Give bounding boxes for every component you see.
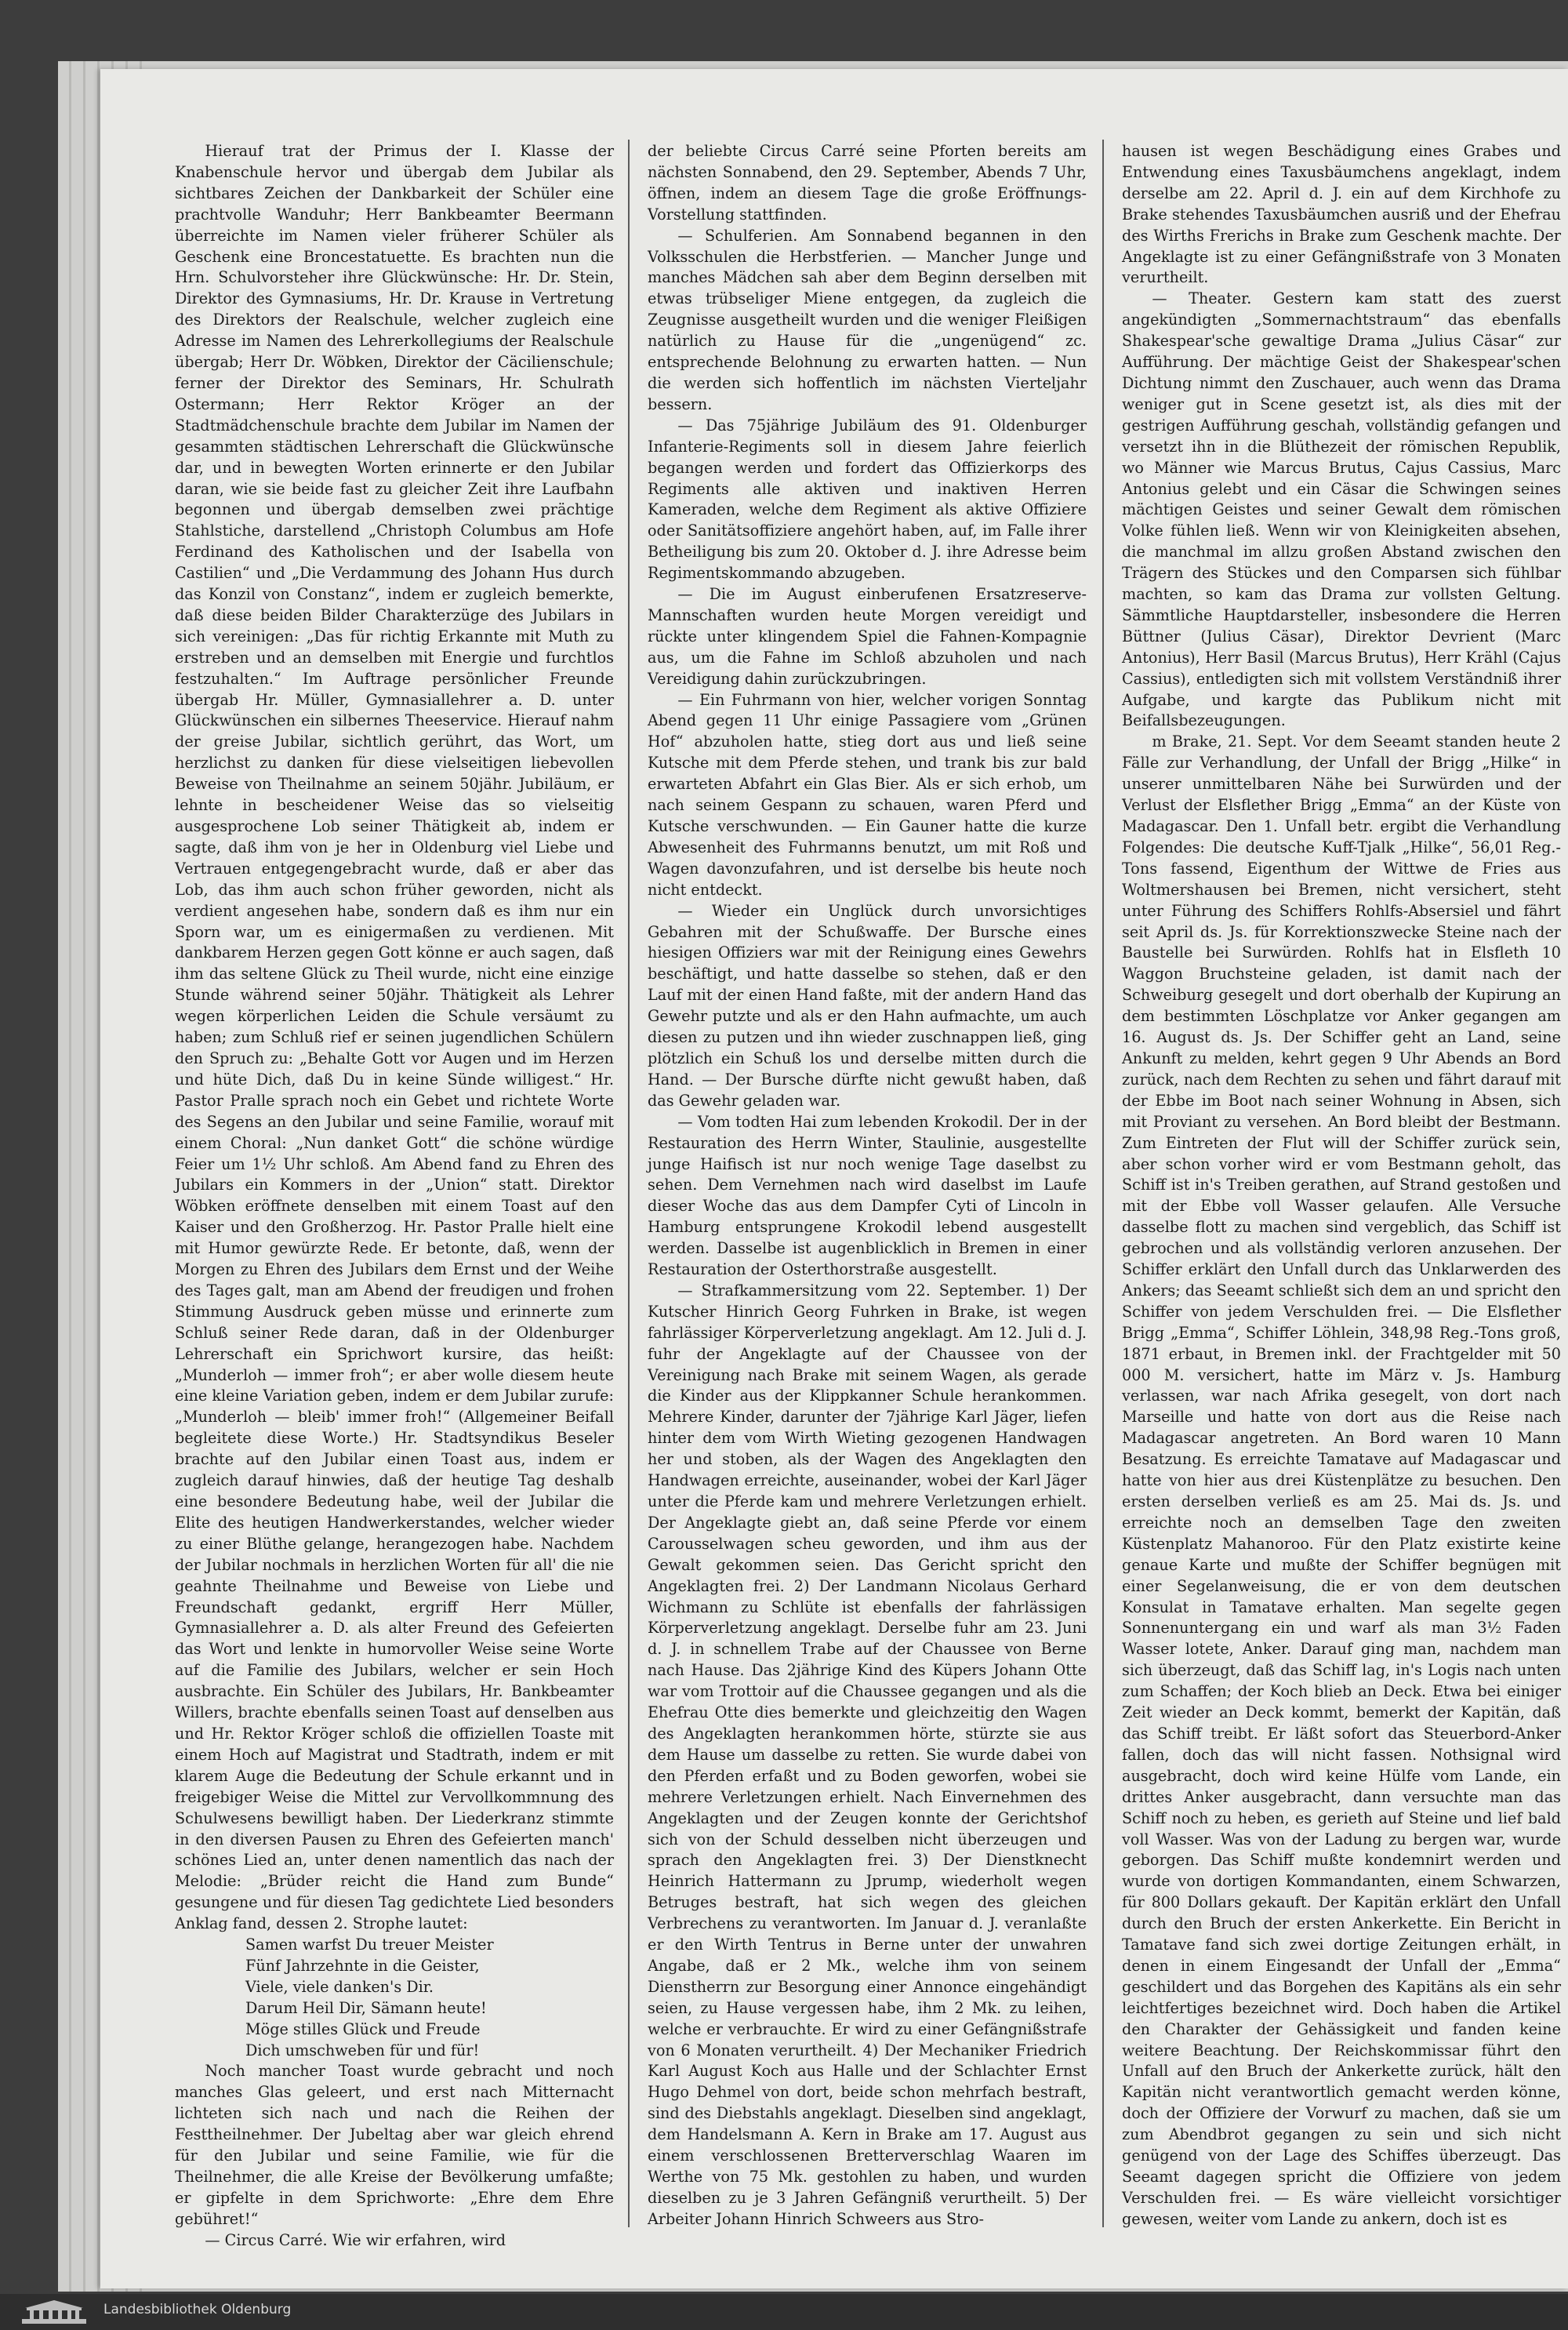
- article-paragraph: hausen ist wegen Beschädigung eines Grabes und Entwendung eines Taxusbäumchens angeklagt, indem derselbe am 22. April d. J. ein auf dem Kirchhofe zu Brake stehendes Taxusbäumchen ausriß und der Ehefrau des Wirths Frerichs in Brake zum Geschenk machte. Der Angeklagte ist zu einer Gefängnißstrafe von 3 Monaten verurtheilt.: [1122, 142, 1561, 287]
- poem-verse-line: Viele, viele danken's Dir.: [245, 1977, 434, 1996]
- poem-verse-line: Fünf Jahrzehnte in die Geister,: [245, 1956, 480, 1975]
- newspaper-page: [100, 69, 1568, 2288]
- page-edge: [69, 61, 71, 2292]
- article-paragraph: — Schulferien. Am Sonnabend begannen in den Volksschulen die Herbstferien. — Mancher Junge und manches Mädchen sah aber dem Beginn derselben mit etwas trübseliger Miene entgegen, da zugleich die Zeugnisse ausgetheilt wurden und die weniger Fleißigen natürlich zu Hause für die „ungenügend“ zc. entsprechende Belohnung zu erwarten hatten. — Nun die werden sich hoffentlich im nächsten Vierteljahr bessern.: [648, 226, 1087, 413]
- article-paragraph: — Wieder ein Unglück durch unvorsichtiges Gebahren mit der Schußwaffe. Der Bursche eines hiesigen Offiziers war mit der Reinigung eines Gewehrs beschäftigt, und hatte dasselbe so stehen, daß er den Lauf mit der einen Hand faßte, mit der andern Hand das Gewehr putzte und als er den Hahn aufmachte, um auch diesen zu putzen und ihn wieder zuschnappen ließ, ging plötzlich ein Schuß los und derselbe mitten durch die Hand. — Der Bursche dürfte nicht gewußt haben, daß das Gewehr geladen war.: [648, 901, 1087, 1110]
- poem-verse-line: Möge stilles Glück und Freude: [245, 2019, 481, 2038]
- article-paragraph: — Theater. Gestern kam statt des zuerst angekündigten „Sommernachtstraum“ das ebenfalls Shakespear'sche gewaltige Drama „Julius Cäsar“ zur Aufführung. Der mächtige Geist der Shakespear'schen Dichtung nimmt den Zuschauer, auch wenn das Drama weniger gut in Scene gesetzt ist, als dies mit der gestrigen Aufführung geschah, vollständig gefangen und versetzt ihn in die Blüthezeit der römischen Republik, wo Männer wie Marcus Brutus, Cajus Cassius, Marc Antonius gelebt und ein Cäsar die Schwingen seines mächtigen Geistes und seiner Gewalt dem römischen Volke fühlen ließ. Wenn wir von Kleinigkeiten absehen, die manchmal im allzu großen Abstand zwischen den Trägern des Stückes und den Comparsen sich fühlbar machten, so kam das Drama zur vollsten Geltung. Sämmtliche Hauptdarsteller, insbesondere die Herren Büttner (Julius Cäsar), Direktor Devrient (Marc Antonius), Herr Basil (Marcus Brutus), Herr Krähl (Cajus Cassius), entledigten sich mit vollstem Verständniß ihrer Aufgabe, und kargte das Publikum nicht mit Beifallsbezeugungen.: [1122, 289, 1561, 730]
- article-paragraph: m Brake, 21. Sept. Vor dem Seeamt standen heute 2 Fälle zur Verhandlung, der Unfall der Brigg „Hilke“ in unserer unmittelbaren Nähe bei Surwürden und der Verlust der Elsflether Brigg „Emma“ an der Küste von Madagascar. Den 1. Unfall betr. ergibt die Verhandlung Folgendes: Die deutsche Kuff-Tjalk „Hilke“, 56,01 Reg.-Tons fassend, Eigenthum der Wittwe de Fries aus Woltmershausen bei Bremen, nicht versichert, steht unter Führung des Schiffers Rohlfs-Absersiel und fährt seit April ds. Js. für Korrektionszwecke Steine nach der Baustelle bei Surwürden. Rohlfs hat in Elsfleth 10 Waggon Bruchsteine geladen, ist damit nach der Schweiburg gesegelt und dort oberhalb der Kupirung an dem bestimmten Löschplatze vor Anker gegangen am 16. August ds. Js. Der Schiffer geht an Land, seine Ankunft zu melden, kehrt gegen 9 Uhr Abends an Bord zurück, nach dem Rechten zu sehen und fährt darauf mit der Ebbe im Boot nach seiner Wohnung in Absen, sich mit Proviant zu versehen. An Bord bleibt der Bestmann. Zum Eintreten der Flut will der Schiffer zurück sein, aber schon vorher wird er vom Bestmann geholt, das Schiff ist in's Treiben gerathen, auf Strand gestoßen und mit der Ebbe voll Wasser gelaufen. Alle Versuche dasselbe flott zu machen sind vergeblich, das Schiff ist gebrochen und als vollständig verloren anzusehen. Der Schiffer erklärt den Unfall durch das Unklarwerden des Ankers; das Seeamt schließt sich dem an und spricht den Schiffer von jedem Verschulden frei. — Die Elsflether Brigg „Emma“, Schiffer Löhlein, 348,98 Reg.-Tons groß, 1871 erbaut, in Bremen inkl. der Frachtgelder mit 50 000 M. versichert, hatte im März v. Js. Hamburg verlassen, war nach Afrika gesegelt, von dort nach Marseille und hatte von dort aus die Reise nach Madagascar angetreten. An Bord waren 10 Mann Besatzung. Es erreichte Tamatave auf Madagascar und hatte von hier aus drei Küstenplätze zu besuchen. Den ersten derselben verließ es am 25. Mai ds. Js. und erreichte noch an demselben Tage den zweiten Küstenplatz Mahanoroo. Für den Platz existirte keine genaue Karte und mußte der Schiffer begnügen mit einer Segelanweisung, die er von dem deutschen Konsulat in Tamatave erhalten. Man segelte gegen Sonnenuntergang ein und warf als man 3½ Faden Wasser lotete, Anker. Darauf ging man, nachdem man sich überzeugt, daß das Schiff lag, in's Logis nach unten zum Schaffen; der Koch blieb an Deck. Etwa bei einiger Zeit wieder an Deck kommt, bemerkt der Kapitän, daß das Schiff treibt. Er läßt sofort das Steuerbord-Anker fallen, doch das will nicht fassen. Nothsignal wird ausgebracht, doch wird keine Hülfe vom Lande, ein drittes Anker ausgebracht, dann versuchte man das Schiff noch zu heben, es gerieth auf Steine und lief bald voll Wasser. Was von der Ladung zu bergen war, wurde geborgen. Das Schiff mußte kondemnirt werden und wurde von dortigen Kommandanten, einem Schwarzen, für 800 Dollars gekauft. Der Kapitän erklärt den Unfall durch den Bruch der ersten Ankerkette. Ein Bericht in Tamatave fand sich zwei dortige Zeitungen erhält, in denen in einem Eingesandt der Unfall der „Emma“ geschildert und das Borgehen des Kapitäns als ein sehr leichtfertiges bezeichnet wird. Doch haben die Artikel den Charakter der Gehässigkeit und fanden keine weitere Beachtung. Der Reichskommissar führt den Unfall auf den Bruch der Ankerkette zurück, hält den Kapitän nicht verantwortlich gemacht werden könne, doch der Offiziere der Vorwurf zu machen, daß sie um zum Abendbrot gegangen zu sein und sich nicht genügend von der Lage des Schiffes überzeugt. Das Seeamt dagegen spricht die Offiziere von jedem Verschulden frei. — Es wäre vielleicht vorsichtiger gewesen, weiter vom Lande zu ankern, doch ist es: [1122, 732, 1561, 2228]
- article-paragraph: — Strafkammersitzung vom 22. September. 1) Der Kutscher Hinrich Georg Fuhrken in Brake, ist wegen fahrlässiger Körperverletzung angeklagt. Am 12. Juli d. J. fuhr der Angeklagte auf der Chaussee von der Vereinigung nach Brake mit seinem Wagen, als gerade die Kinder aus der Klippkanner Schule herankommen. Mehrere Kinder, darunter der 7jährige Karl Jäger, liefen hinter dem vom Wirth Wieting gezogenen Handwagen her und stoben, als der Wagen des Angeklagten den Handwagen erreichte, auseinander, wobei der Karl Jäger unter die Pferde kam und mehrere Verletzungen erhielt. Der Angeklagte giebt an, daß seine Pferde vor einem Carousselwagen scheu geworden, und ihm aus der Gewalt gekommen seien. Das Gericht spricht den Angeklagten frei. 2) Der Landmann Nicolaus Gerhard Wichmann zu Schlüte ist ebenfalls der fahrlässigen Körperverletzung angeklagt. Derselbe fuhr am 23. Juni d. J. in schnellem Trabe auf der Chaussee von Berne nach Hause. Das 2jährige Kind des Küpers Johann Otte war vom Trottoir auf die Chaussee gegangen und als die Ehefrau Otte dies bemerkte und gleichzeitig den Wagen des Angeklagten herankommen hörte, stürzte sie aus dem Hause um dasselbe zu retten. Sie wurde dabei von den Pferden erfaßt und zu Boden geworfen, wobei sie mehrere Verletzungen erhielt. Nach Einvernehmen des Angeklagten und der Zeugen konnte der Gerichtshof sich von der Schuld desselben nicht überzeugen und sprach den Angeklagten frei. 3) Der Dienstknecht Heinrich Hattermann zu Jprump, wiederholt wegen Betruges bestraft, hat sich wegen des gleichen Verbrechens zu verantworten. Im Januar d. J. veranlaßte er den Wirth Tentrus in Berne unter der unwahren Angabe, daß er 2 Mk., welche ihm von seinem Dienstherrn zur Besorgung einer Annonce eingehändigt seien, zu Hause vergessen habe, ihm 2 Mk. zu leihen, welche er verbrauchte. Er wird zu einer Gefängnißstrafe von 6 Monaten verurtheilt. 4) Der Mechaniker Friedrich Karl August Koch aus Halle und der Schlachter Ernst Hugo Dehmel von dort, beide schon mehrfach bestraft, sind des Diebstahls angeklagt. Dieselben sind angeklagt, dem Handelsmann A. Kern in Brake am 17. August aus einem verschlossenen Bretterverschlag Waaren im Werthe von 75 Mk. gestohlen zu haben, und wurden dieselben zu je 3 Jahren Gefängniß verurtheilt. 5) Der Arbeiter Johann Hinrich Schweers aus Stro-: [648, 1281, 1087, 2228]
- article-paragraph: — Das 75jährige Jubiläum des 91. Oldenburger Infanterie-Regiments soll in diesem Jahre feierlich begangen werden und fordert das Offizierkorps des Regiments alle aktiven und inaktiven Herren Kameraden, welche dem Regiment als aktive Offiziere oder Sanitätsoffiziere angehört haben, auf, im Falle ihrer Betheiligung bis zum 20. Oktober d. J. ihre Adresse beim Regimentskommando abzugeben.: [648, 416, 1087, 583]
- page-edge: [83, 61, 85, 2292]
- column-rule: [1102, 140, 1104, 2227]
- library-building-logo-icon: [20, 2299, 88, 2325]
- article-paragraph: Noch mancher Toast wurde gebracht und noch manches Glas geleert, und erst nach Mitternacht lichteten sich nach und nach die Reihen der Festtheilnehmer. Der Jubeltag aber war gleich ehrend für den Jubilar und seine Familie, wie für die Theilnehmer, die alle Kreise der Bevölkerung umfaßte; er gipfelte in dem Sprichworte: „Ehre dem Ehre gebühret!“: [175, 2062, 614, 2228]
- poem-verse-line: Dich umschweben für und für!: [245, 2041, 480, 2059]
- article-paragraph: — Die im August einberufenen Ersatzreserve-Mannschaften wurden heute Morgen vereidigt und rückte unter klingendem Spiel die Fahnen-Kompagnie aus, um die Fahne im Schloß abzuholen und nach Vereidigung dahin zurückzubringen.: [648, 585, 1087, 688]
- poem-verse-line: Samen warfst Du treuer Meister: [245, 1936, 494, 1954]
- article-paragraph: Hierauf trat der Primus der I. Klasse der Knabenschule hervor und übergab dem Jubilar als sichtbares Zeichen der Dankbarkeit der Schüler eine prachtvolle Wanduhr; Herr Bankbeamter Beermann überreichte im Namen vieler früherer Schüler als Geschenk eine Broncestatuette. Es brachten nun die Hrn. Schulvorsteher ihre Glückwünsche: Hr. Dr. Stein, Direktor des Gymnasiums, Hr. Dr. Krause in Vertretung des Direktors der Realschule, welcher zugleich eine Adresse im Namen des Lehrerkollegiums der Realschule übergab; Herr Dr. Wöbken, Direktor der Cäcilienschule; ferner der Direktor des Seminars, Hr. Schulrath Ostermann; Herr Rektor Kröger an der Stadtmädchenschule brachte dem Jubilar im Namen der gesammten städtischen Lehrerschaft die Glückwünsche dar, und in bewegten Worten erinnerte er den Jubilar daran, wie sie beide fast zu gleicher Zeit ihre Laufbahn begonnen und übergab demselben zwei prächtige Stahlstiche, darstellend „Christoph Columbus am Hofe Ferdinand des Katholischen und der Isabella von Castilien“ und „Die Verdammung des Johann Hus durch das Konzil von Constanz“, indem er zugleich bemerkte, daß diese beiden Bilder Charakterzüge des Jubilars in sich vereinigen: „Das für richtig Erkannte mit Muth zu erstreben und an demselben mit Energie und furchtlos festzuhalten.“ Im Auftrage persönlicher Freunde übergab Hr. Müller, Gymnasiallehrer a. D. unter Glückwünschen ein silbernes Theeservice. Hierauf nahm der greise Jubilar, sichtlich gerührt, das Wort, um herzlichst zu danken für diese vielseitigen liebevollen Beweise von Theilnahme an seinem 50jähr. Jubiläum, er lehnte in bescheidener Weise das so vielseitig ausgesprochene Lob seiner Thätigkeit ab, indem er sagte, daß ihm von je her in Oldenburg viel Liebe und Vertrauen entgegengebracht wurde, daß er aber das Lob, das ihm auch schon früher geworden, nicht als verdient angesehen habe, sondern daß es ihm nur ein Sporn war, um es einigermaßen zu verdienen. Mit dankbarem Herzen gegen Gott könne er auch sagen, daß ihm das seltene Glück zu Theil wurde, nicht eine einzige Stunde während seiner 50jähr. Thätigkeit als Lehrer wegen körperlichen Leiden die Schule versäumt zu haben; zum Schluß rief er seinen jugendlichen Schülern den Spruch zu: „Behalte Gott vor Augen und im Herzen und hüte Dich, daß Du in keine Sünde willigest.“ Hr. Pastor Pralle sprach noch ein Gebet und richtete Worte des Segens an den Jubilar und seine Familie, worauf mit einem Choral: „Nun danket Gott“ die schöne würdige Feier um 1½ Uhr schloß. Am Abend fand zu Ehren des Jubilars ein Kommers in der „Union“ statt. Direktor Wöbken eröffnete denselben mit einem Toast auf den Kaiser und den Großherzog. Hr. Pastor Pralle hielt eine mit Humor gewürzte Rede. Er betonte, daß, wenn der Morgen zu Ehren des Jubilars dem Ernst und der Weihe des Tages galt, man am Abend der freudigen und frohen Stimmung Ausdruck geben müsse und erinnerte zum Schluß seiner Rede daran, daß in der Oldenburger Lehrerschaft ein Sprichwort kursire, das heißt: „Munderloh — immer froh“; er aber wolle diesem heute eine kleine Variation geben, indem er dem Jubilar zurufe: „Munderloh — bleib' immer froh!“ (Allgemeiner Beifall begleitete diese Worte.) Hr. Stadtsyndikus Beseler brachte auf den Jubilar einen Toast aus, indem er zugleich darauf hinwies, daß der heutige Tag deshalb eine besondere Bedeutung habe, weil der Jubilar die Elite des heutigen Handwerkerstandes, welcher wieder zu einer Blüthe gelange, herangezogen habe. Nachdem der Jubilar nochmals in herzlichen Worten für all' die nie geahnte Theilnahme und Beweise von Liebe und Freundschaft gedankt, ergriff Herr Müller, Gymnasiallehrer a. D. als alter Freund des Gefeierten das Wort und lenkte in humorvoller Weise seine Worte auf die Familie des Jubilars, welcher er sein Hoch ausbrachte. Ein Schüler des Jubilars, Hr. Bankbeamter Willers, brachte ebenfalls seinen Toast auf denselben aus und Hr. Rektor Kröger schloß die offiziellen Toaste mit einem Hoch auf Magistrat und Stadtrath, indem er mit klarem Auge die Bedeutung der Schule erkannt und in freigebiger Weise die Mittel zur Vervollkommnung des Schulwesens bewilligt haben. Der Liederkranz stimmte in den diversen Pausen zu Ehren des Gefeierten manch' schönes Lied an, unter denen namentlich das nach der Melodie: „Brüder reicht die Hand zum Bunde“ gesungene und für diesen Tag gedichtete Lied besonders Anklag fand, dessen 2. Strophe lautet:: [175, 142, 614, 1933]
- page-edge: [97, 61, 100, 2292]
- article-paragraph: — Vom todten Hai zum lebenden Krokodil. Der in der Restauration des Herrn Winter, Staulinie, ausgestellte junge Haifisch ist nur noch wenige Tage daselbst zu sehen. Dem Vernehmen nach wird daselbst im Laufe dieser Woche das aus dem Dampfer Cyti of Lincoln in Hamburg entsprungene Krokodil lebend ausgestellt werden. Dasselbe ist augenblicklich in Bremen in einer Restauration der Osterthorstraße ausgestellt.: [648, 1112, 1087, 1279]
- article-paragraph: — Circus Carré. Wie wir erfahren, wird: [205, 2230, 506, 2249]
- text-column-1: [175, 141, 614, 2249]
- poem-verse-line: Darum Heil Dir, Sämann heute!: [245, 1998, 487, 2017]
- text-column-3: [1122, 141, 1561, 2228]
- text-column-2: [648, 141, 1087, 2228]
- article-paragraph: der beliebte Circus Carré seine Pforten bereits am nächsten Sonnabend, den 29. September, Abends 7 Uhr, öffnen, indem an diesem Tage die große Eröffnungs-Vorstellung stattfinden.: [648, 142, 1087, 224]
- library-name: Landesbibliothek Oldenburg: [103, 2302, 292, 2317]
- article-paragraph: — Ein Fuhrmann von hier, welcher vorigen Sonntag Abend gegen 11 Uhr einige Passagiere vom „Grünen Hof“ abzuholen hatte, stieg dort aus und ließ seine Kutsche mit dem Pferde stehen, und trank bis zur bald erwarteten Abfahrt ein Glas Bier. Als er sich erhob, um nach seinem Gespann zu schauen, waren Pferd und Kutsche verschwunden. — Ein Gauner hatte die kurze Abwesenheit des Fuhrmanns benutzt, um mit Roß und Wagen davonzufahren, und ist derselbe bis heute noch nicht entdeckt.: [648, 690, 1087, 899]
- column-rule: [628, 140, 630, 2227]
- viewer-footer: [0, 2294, 1568, 2330]
